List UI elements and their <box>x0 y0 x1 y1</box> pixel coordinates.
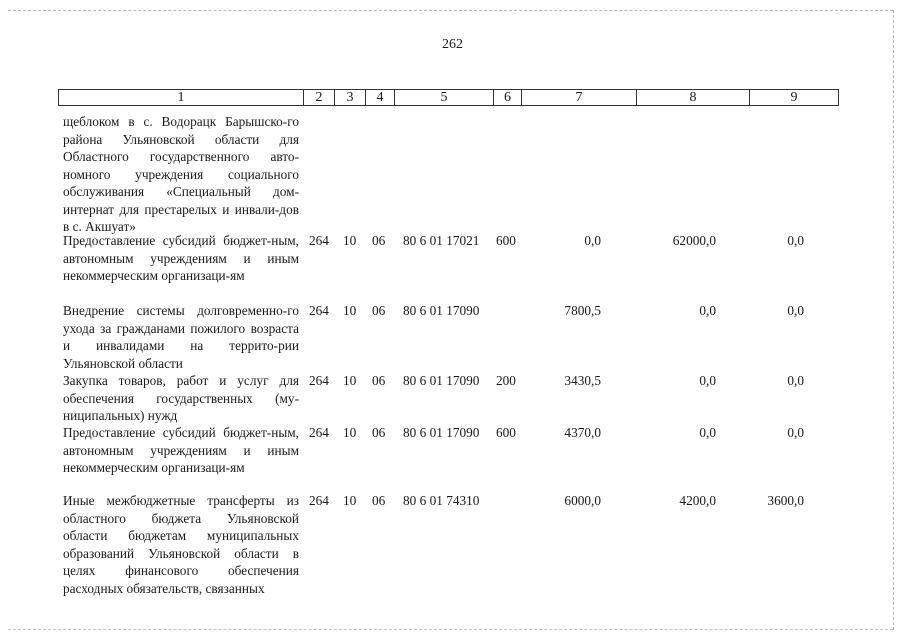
row-description: Предоставление субсидий бюджет-ным, автономным учреждениям и иным некоммерческим организаци-ям <box>63 233 299 283</box>
row-code-2: 264 <box>309 493 329 508</box>
row-description: Закупка товаров, работ и услуг для обеспечения государственных (му-ниципальных) нужд <box>63 373 299 423</box>
row-code-6: 600 <box>496 233 516 248</box>
row-amount-9: 0,0 <box>787 303 804 318</box>
row-amount-9: 0,0 <box>787 233 804 248</box>
row-description: Внедрение системы долговременно-го ухода за гражданами пожилого возраста и инвалидами на террито-рии Ульяновской области <box>63 303 299 371</box>
header-col-7: 7 <box>521 89 637 106</box>
row-amount-8: 0,0 <box>699 303 716 318</box>
row-code-2: 264 <box>309 373 329 388</box>
header-col-8: 8 <box>636 89 750 106</box>
row-amount-9: 0,0 <box>787 425 804 440</box>
row-code-6: 200 <box>496 373 516 388</box>
row-code-3: 10 <box>343 373 357 388</box>
page-edge-bottom <box>8 629 893 630</box>
row-code-2: 264 <box>309 425 329 440</box>
row-code-4: 06 <box>372 373 386 388</box>
row-amount-8: 0,0 <box>699 373 716 388</box>
row-code-5: 80 6 01 17090 <box>403 425 480 440</box>
row-code-5: 80 6 01 17021 <box>403 233 480 248</box>
row-amount-7: 3430,5 <box>564 373 601 388</box>
row-description: щеблоком в с. Водорацк Барышско-го района Ульяновской области для Областного государственного авто-номного учреждения социального обслуживания «Специальный дом-интернат для престарелых и инвали-дов в с. Акшуат» <box>63 114 299 234</box>
row-code-4: 06 <box>372 493 386 508</box>
row-amount-9: 0,0 <box>787 373 804 388</box>
row-code-2: 264 <box>309 233 329 248</box>
page-edge-top <box>8 10 893 11</box>
header-col-4: 4 <box>365 89 395 106</box>
row-code-3: 10 <box>343 233 357 248</box>
row-description: Предоставление субсидий бюджет-ным, автономным учреждениям и иным некоммерческим организаци-ям <box>63 425 299 475</box>
row-code-5: 80 6 01 17090 <box>403 373 480 388</box>
row-code-4: 06 <box>372 425 386 440</box>
header-col-1: 1 <box>58 89 304 106</box>
row-code-5: 80 6 01 17090 <box>403 303 480 318</box>
header-col-2: 2 <box>303 89 335 106</box>
row-amount-8: 0,0 <box>699 425 716 440</box>
row-code-3: 10 <box>343 493 357 508</box>
row-description: Иные межбюджетные трансферты из областного бюджета Ульяновской области бюджетам муниципальных образований Ульяновской области в целях финансового обеспечения расходных обязательств, связанных <box>63 493 299 596</box>
row-code-3: 10 <box>343 303 357 318</box>
row-code-2: 264 <box>309 303 329 318</box>
row-code-4: 06 <box>372 303 386 318</box>
row-amount-9: 3600,0 <box>767 493 804 508</box>
row-amount-7: 0,0 <box>584 233 601 248</box>
row-amount-7: 7800,5 <box>564 303 601 318</box>
row-amount-8: 4200,0 <box>679 493 716 508</box>
row-code-3: 10 <box>343 425 357 440</box>
row-code-5: 80 6 01 74310 <box>403 493 480 508</box>
row-amount-7: 6000,0 <box>564 493 601 508</box>
header-col-5: 5 <box>394 89 494 106</box>
page-edge-right <box>893 10 894 630</box>
page-number: 262 <box>442 37 463 52</box>
row-code-4: 06 <box>372 233 386 248</box>
row-code-6: 600 <box>496 425 516 440</box>
header-col-6: 6 <box>493 89 522 106</box>
row-amount-8: 62000,0 <box>672 233 716 248</box>
header-col-3: 3 <box>334 89 366 106</box>
row-amount-7: 4370,0 <box>564 425 601 440</box>
header-col-9: 9 <box>749 89 839 106</box>
